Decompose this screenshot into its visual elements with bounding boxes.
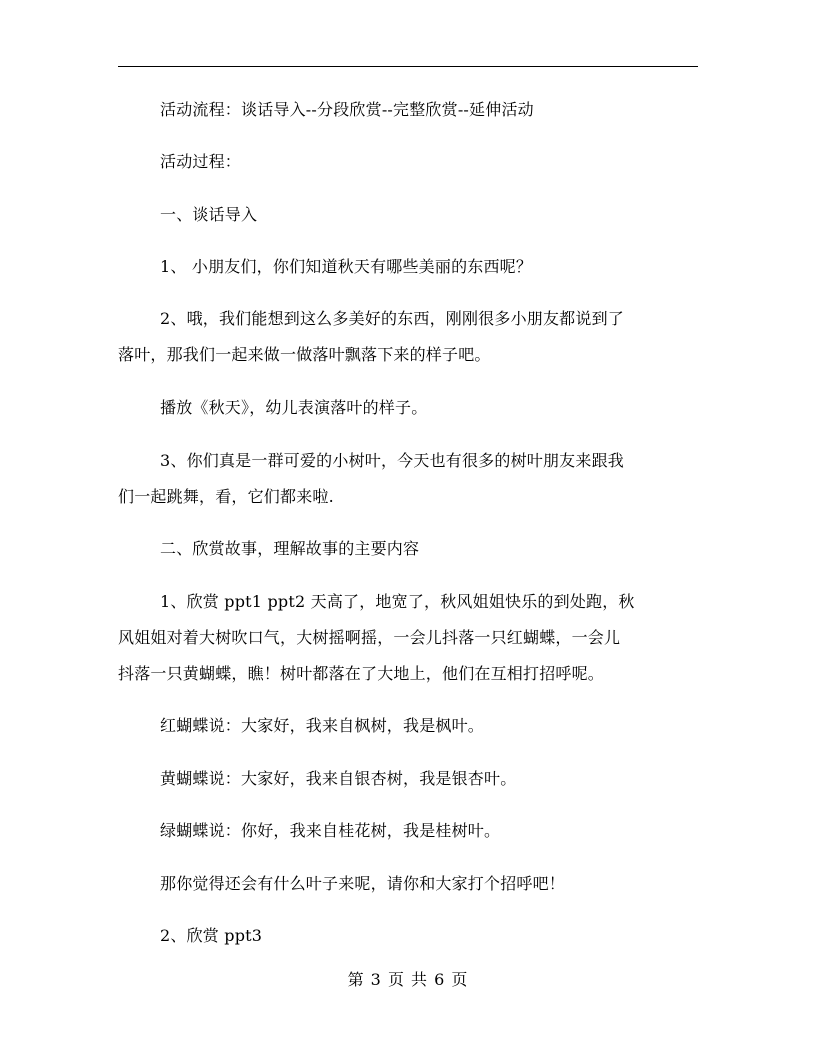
paragraph-greeting-prompt: 那你觉得还会有什么叶子来呢，请你和大家打个招呼吧！: [160, 874, 566, 893]
paragraph-story-line-3: 抖落一只黄蝴蝶，瞧！树叶都落在了大地上，他们在互相打招呼呢。: [118, 664, 605, 683]
paragraph-story-line-1: 1、欣赏 ppt1 ppt2 天高了，地宽了，秋风姐姐快乐的到处跑，秋: [160, 592, 635, 611]
paragraph-yellow-butterfly: 黄蝴蝶说：大家好，我来自银杏树，我是银杏叶。: [160, 769, 517, 788]
paragraph-green-butterfly: 绿蝴蝶说：你好，我来自桂花树，我是桂树叶。: [160, 821, 501, 840]
paragraph-red-butterfly: 红蝴蝶说：大家好，我来自枫树，我是枫叶。: [160, 716, 485, 735]
paragraph-item-2-line-2: 落叶，那我们一起来做一做落叶飘落下来的样子吧。: [118, 345, 491, 364]
paragraph-item-3-line-1: 3、你们真是一群可爱的小树叶，今天也有很多的树叶朋友来跟我: [160, 451, 624, 470]
paragraph-item-3-line-2: 们一起跳舞，看，它们都来啦.: [118, 487, 334, 506]
paragraph-item-1: 1、 小朋友们，你们知道秋天有哪些美丽的东西呢？: [160, 257, 533, 276]
section-heading-2: 二、欣赏故事，理解故事的主要内容: [160, 539, 420, 558]
paragraph-play-autumn: 播放《秋天》，幼儿表演落叶的样子。: [160, 398, 428, 417]
header-rule: [118, 66, 698, 67]
paragraph-activity-process: 活动过程：: [160, 152, 242, 171]
paragraph-activity-flow: 活动流程：谈话导入--分段欣赏--完整欣赏--延伸活动: [160, 100, 534, 119]
section-heading-1: 一、谈话导入: [160, 205, 258, 224]
page-number-footer: 第 3 页 共 6 页: [347, 970, 469, 989]
paragraph-item-ppt3: 2、欣赏 ppt3: [160, 926, 263, 945]
paragraph-item-2-line-1: 2、哦，我们能想到这么多美好的东西，刚刚很多小朋友都说到了: [160, 309, 624, 328]
paragraph-story-line-2: 风姐姐对着大树吹口气，大树摇啊摇，一会儿抖落一只红蝴蝶，一会儿: [118, 628, 621, 647]
